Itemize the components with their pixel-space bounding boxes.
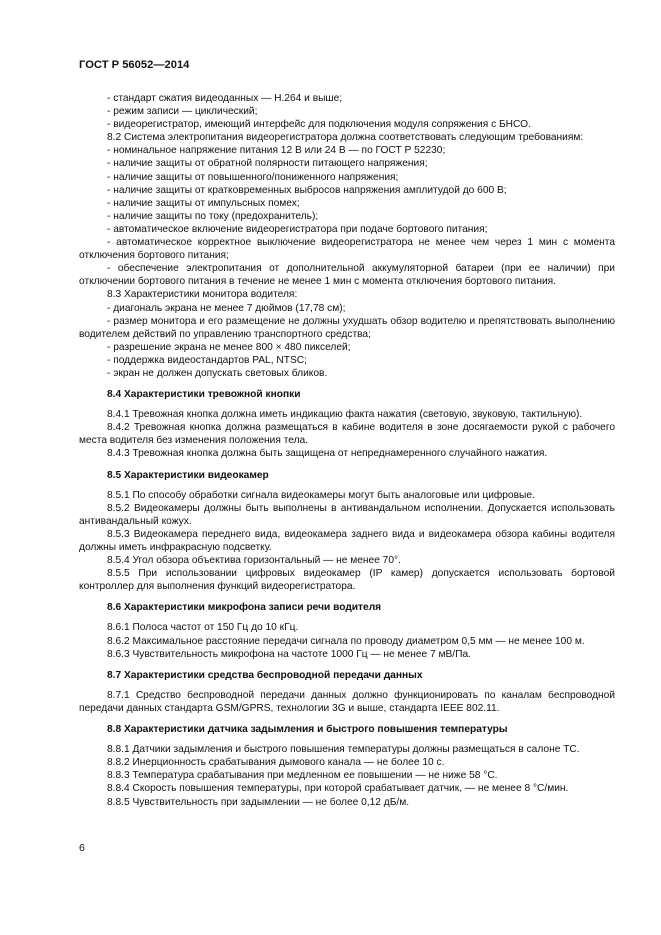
paragraph: 8.5.5 При использовании цифровых видеокамер (IP камер) допускается использовать бортовой контроллер для выполнения функций видеорегистратора. [79,568,615,593]
paragraph: 8.8.1 Датчики задымления и быстрого повышения температуры должны размещаться в салоне ТС. [107,744,580,756]
paragraph: 8.8.2 Инерционность срабатывания дымового канала — не более 10 с. [107,757,445,769]
list-item: - наличие защиты от повышенного/пониженного напряжения; [107,171,399,183]
list-item: - размер монитора и его размещение не должны ухудшать обзор водителю и препятствовать выполнению водителем действий по управлению транспортного средства; [79,315,615,340]
paragraph: 8.6.1 Полоса частот от 150 Гц до 10 кГц. [107,622,299,634]
paragraph: 8.5.3 Видеокамера переднего вида, видеокамера заднего вида и видеокамера обзора кабины водителя должны иметь инфракрасную подсветку. [79,528,615,553]
list-item: - номинальное напряжение питания 12 В или 24 В — по ГОСТ Р 52230; [107,145,446,157]
page-header-standard-number: ГОСТ Р 56052—2014 [79,59,190,71]
list-item: - автоматическое включение видеорегистратора при подаче бортового питания; [107,223,488,235]
section-heading: 8.5 Характеристики видеокамер [107,469,269,481]
list-item: - автоматическое корректное выключение видеорегистратора не менее чем через 1 мин с момента отключения бортового питания; [79,237,615,262]
document-body [79,92,615,809]
list-item: - наличие защиты от импульсных помех; [107,197,300,209]
paragraph: 8.6.2 Максимальное расстояние передачи сигнала по проводу диаметром 0,5 мм — не менее 100 м. [107,635,585,647]
paragraph: 8.3 Характеристики монитора водителя: [107,289,298,301]
list-item: - диагональ экрана не менее 7 дюймов (17,78 см); [107,302,346,314]
list-item: - стандарт сжатия видеоданных — Н.264 и выше; [107,93,343,104]
list-item: - разрешение экрана не менее 800 × 480 пикселей; [107,341,351,353]
list-item: - поддержка видеостандартов PAL, NTSC; [107,354,307,366]
paragraph: 8.4.2 Тревожная кнопка должна размещаться в кабине водителя в зоне досягаемости рукой с рабочего места водителя без изменения положения тела. [79,422,615,447]
section-heading: 8.4 Характеристики тревожной кнопки [107,389,301,401]
section-heading: 8.8 Характеристики датчика задымления и быстрого повышения температуры [107,724,508,736]
section-heading: 8.7 Характеристики средства беспроводной передачи данных [107,669,423,681]
list-item: - наличие защиты от кратковременных выбросов напряжения амплитудой до 600 В; [107,184,507,196]
paragraph: 8.8.5 Чувствительность при задымлении — не более 0,12 дБ/м. [107,796,410,808]
paragraph: 8.4.3 Тревожная кнопка должна быть защищена от непреднамеренного случайного нажатия. [107,448,548,460]
paragraph: 8.5.2 Видеокамеры должны быть выполнены в антивандальном исполнении. Допускается использовать антивандальный кожух. [79,502,615,527]
list-item: - экран не должен допускать световых бликов. [107,367,328,379]
paragraph: 8.6.3 Чувствительность микрофона на частоте 1000 Гц — не менее 7 мВ/Па. [107,648,471,660]
paragraph: 8.2 Система электропитания видеорегистратора должна соответствовать следующим требованиям: [107,132,584,144]
section-heading: 8.6 Характеристики микрофона записи речи водителя [107,602,382,614]
list-item: - наличие защиты от обратной полярности питающего напряжения; [107,158,428,170]
list-item: - видеорегистратор, имеющий интерфейс для подключения модуля сопряжения с БНСО. [107,119,531,131]
paragraph: 8.8.4 Скорость повышения температуры, при которой срабатывает датчик, — не менее 8 °С/мин. [107,783,569,795]
paragraph: 8.4.1 Тревожная кнопка должна иметь индикацию факта нажатия (световую, звуковую, тактильную). [107,409,583,421]
paragraph: 8.7.1 Средство беспроводной передачи данных должно функционировать по каналам беспроводной передачи данных стандарта GSM/GPRS, технологии 3G и выше, стандарта IEEE 802.11. [79,689,615,714]
paragraph: 8.8.3 Температура срабатывания при медленном ее повышении — не ниже 58 °С. [107,770,498,782]
list-item: - обеспечение электропитания от дополнительной аккумуляторной батареи (при ее наличии) при отключении бортового питания в течение не менее 1 мин с момента отключения бортового питания. [79,263,615,288]
list-item: - режим записи — циклический; [107,106,258,118]
page-number: 6 [79,842,85,854]
paragraph: 8.5.1 По способу обработки сигнала видеокамеры могут быть аналоговые или цифровые. [107,489,535,501]
list-item: - наличие защиты по току (предохранитель); [107,210,319,222]
paragraph: 8.5.4 Угол обзора объектива горизонтальный — не менее 70°. [107,555,401,567]
